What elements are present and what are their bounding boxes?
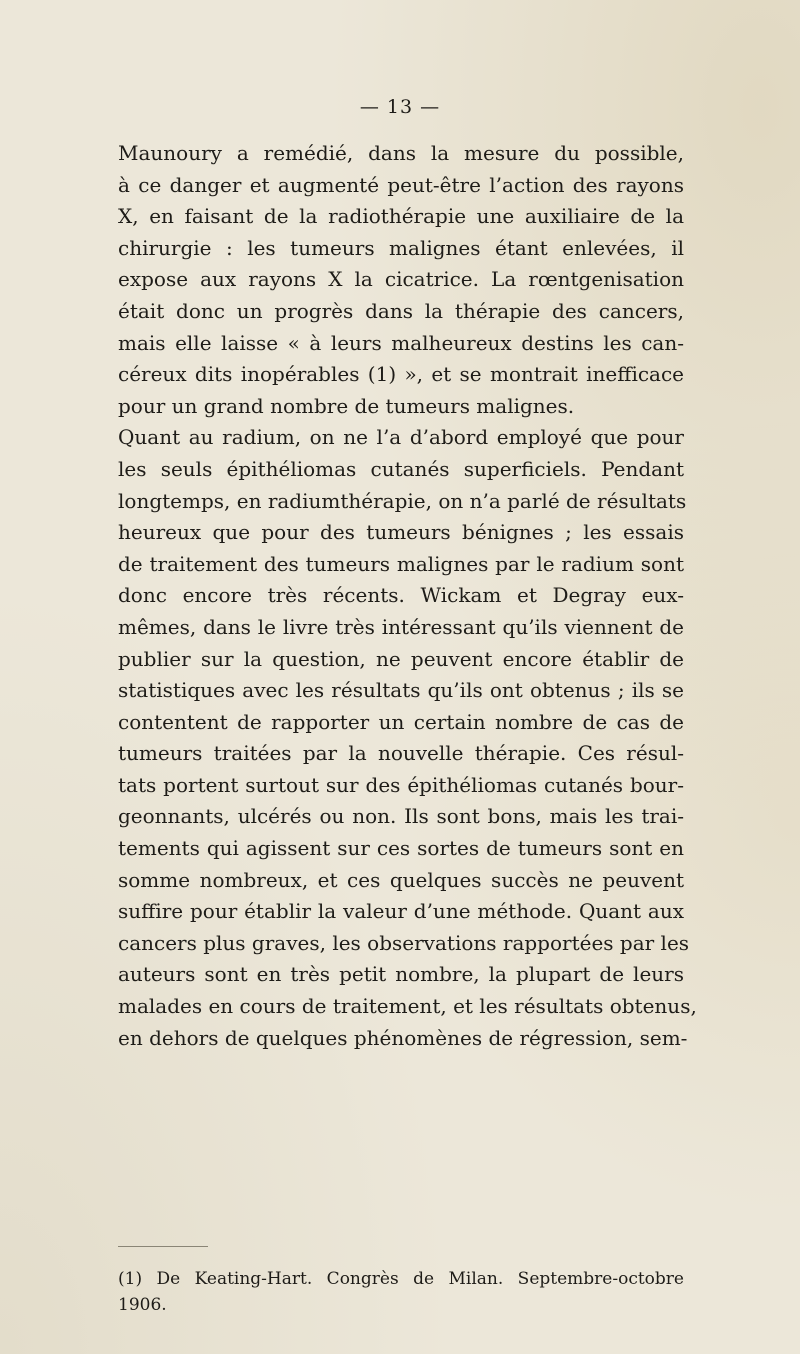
body-line: geonnants, ulcérés ou non. Ils sont bons, mais les trai- [118,804,684,829]
body-line: chirurgie : les tumeurs malignes étant enlevées, il [118,235,684,260]
body-line: heureux que pour des tumeurs bénignes ; les essais [118,520,684,545]
body-line: longtemps, en radiumthérapie, on n’a parlé de résultats [118,488,687,513]
body-line: auteurs sont en très petit nombre, la plupart de leurs [118,962,684,987]
body-line: Quant au radium, on ne l’a d’abord employé que pour [118,425,684,450]
body-line: donc encore très récents. Wickam et Degray eux- [118,583,684,608]
footnote-line: 1906. [118,1295,167,1315]
body-line: suffire pour établir la valeur d’une méthode. Quant aux [118,899,684,924]
footnotes [118,1266,684,1318]
body-line: mais elle laisse « à leurs malheureux destins les can- [118,330,684,355]
body-line: tumeurs traitées par la nouvelle thérapie. Ces résul- [118,741,684,766]
body-line: contentent de rapporter un certain nombre de cas de [118,709,684,734]
body-text [118,138,697,1054]
body-line: céreux dits inopérables (1) », et se montrait inefficace [118,362,684,387]
body-line: X, en faisant de la radiothérapie une auxiliaire de la [118,204,684,229]
body-line: publier sur la question, ne peuvent encore établir de [118,646,684,671]
body-line: Maunoury a remédié, dans la mesure du possible, [118,141,684,165]
body-line: statistiques avec les résultats qu’ils ont obtenus ; ils se [118,678,684,703]
body-line: était donc un progrès dans la thérapie des cancers, [118,298,684,323]
body-line-paragraph-end: pour un grand nombre de tumeurs malignes. [118,393,575,418]
body-line: de traitement des tumeurs malignes par le radium sont [118,551,684,576]
body-line: cancers plus graves, les observations rapportées par les [118,930,690,955]
footnote-separator [118,1246,208,1247]
body-line: à ce danger et augmenté peut-être l’action des rayons [118,172,684,197]
body-line: malades en cours de traitement, et les résultats obtenus, [118,994,697,1019]
body-line: en dehors de quelques phénomènes de régression, sem- [118,1025,688,1050]
footnote-line: (1) De Keating-Hart. Congrès de Milan. Septembre-octobre [118,1269,684,1289]
body-line: les seuls épithéliomas cutanés superficiels. Pendant [118,456,684,481]
body-line: somme nombreux, et ces quelques succès ne peuvent [118,867,684,892]
page-number: — 13 — [359,96,441,118]
body-line: expose aux rayons X la cicatrice. La rœntgenisation [118,267,684,292]
body-line: mêmes, dans le livre très intéressant qu’ils viennent de [118,614,684,639]
body-line: tements qui agissent sur ces sortes de tumeurs sont en [118,836,684,861]
body-line: tats portent surtout sur des épithéliomas cutanés bour- [118,772,684,797]
